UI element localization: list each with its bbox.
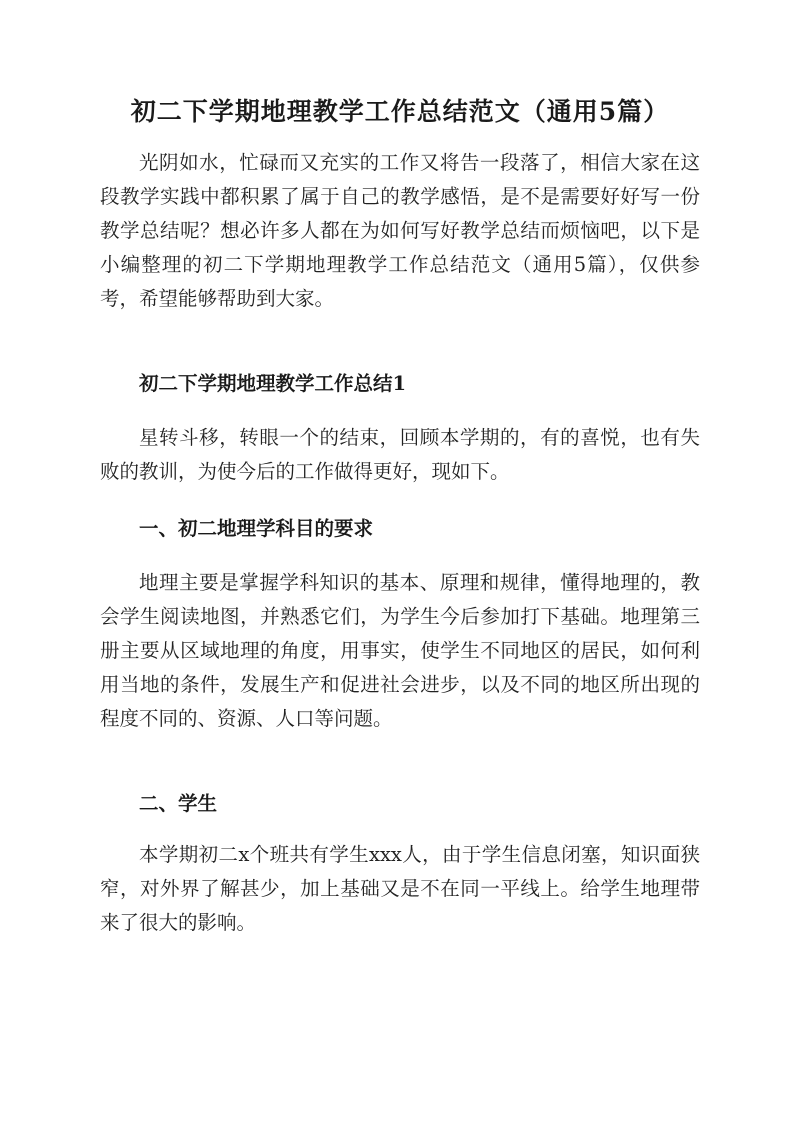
students-paragraph: 本学期初二x个班共有学生xxx人，由于学生信息闭塞，知识面狭窄，对外界了解甚少，加上基础又是不在同一平线上。给学生地理带来了很大的影响。	[100, 843, 700, 934]
goals-paragraph: 地理主要是掌握学科知识的基本、原理和规律，懂得地理的，教会学生阅读地图，并熟悉它们，为学生今后参加打下基础。地理第三册主要从区域地理的角度，用事实，使学生不同地区的居民，如何利用当地的条件，发展生产和促进社会进步，以及不同的地区所出现的程度不同的、资源、人口等问题。	[100, 571, 700, 730]
document-title: 初二下学期地理教学工作总结范文（通用5篇）	[130, 97, 670, 126]
section-intro-paragraph: 星转斗移，转眼一个的结束，回顾本学期的，有的喜悦，也有失败的教训，为使今后的工作做得更好，现如下。	[100, 426, 700, 483]
subsection-heading-students: 二、学生	[139, 792, 218, 815]
section-heading: 初二下学期地理教学工作总结1	[139, 372, 407, 395]
intro-paragraph: 光阴如水，忙碌而又充实的工作又将告一段落了，相信大家在这段教学实践中都积累了属于自己的教学感悟，是不是需要好好写一份教学总结呢？想必许多人都在为如何写好教学总结而烦恼吧，以下是小编整理的初二下学期地理教学工作总结范文（通用5篇），仅供参考，希望能够帮助到大家。	[100, 151, 700, 310]
subsection-heading-goals: 一、初二地理学科目的要求	[139, 517, 374, 540]
